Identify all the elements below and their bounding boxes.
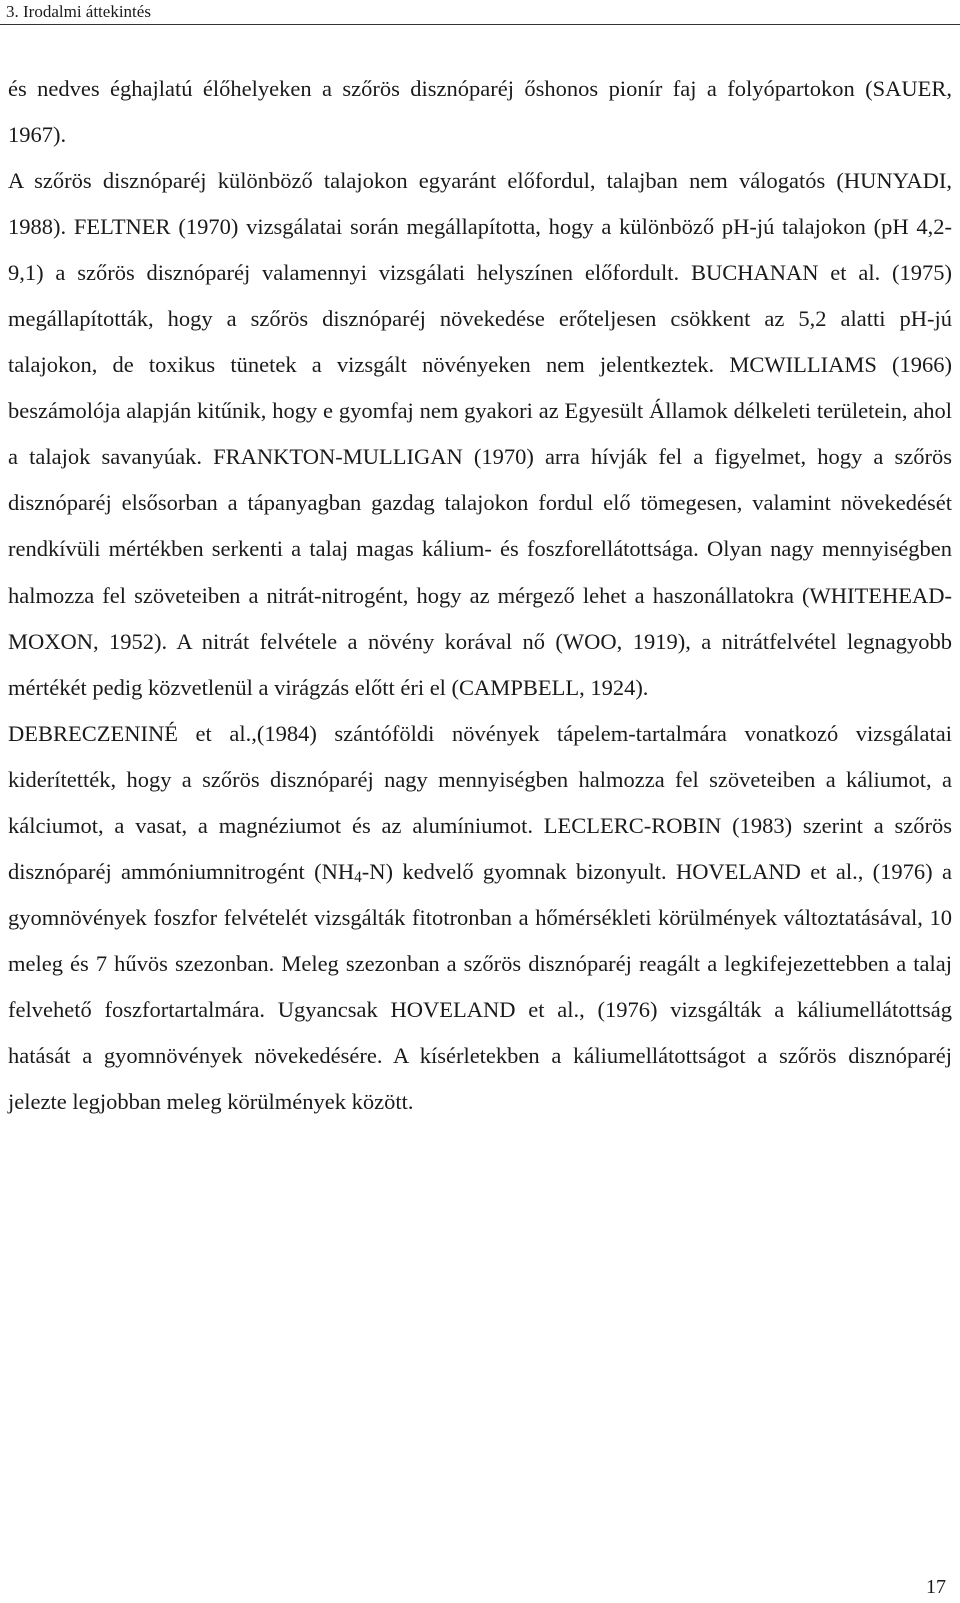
paragraph-3 — [8, 711, 952, 1125]
paragraph-3-part-2: -N) kedvelő gyomnak bizonyult. HOVELAND et al., (1976) a gyomnövények foszfor felvételét vizsgálták fitotronban a hőmérsékleti körülmények változtatásával, 10 meleg és 7 hűvös szezonban. Meleg szezonban a szőrös disznóparéj reagált a legkifejezettebben a talaj felvehető foszfortartalmára. Ugyancsak HOVELAND et al., (1976) vizsgálták a káliumellátottság hatását a gyomnövények növekedésére. A kísérletekben a káliumellátottságot a szőrös disznóparéj jelezte legjobban meleg körülmények között. — [8, 858, 952, 1115]
chapter-header: 3. Irodalmi áttekintés — [6, 2, 151, 21]
header-divider — [0, 24, 960, 25]
paragraph-2: A szőrös disznóparéj különböző talajokon egyaránt előfordul, talajban nem válogatós (HUNYADI, 1988). FELTNER (1970) vizsgálatai során megállapította, hogy a különböző pH-jú talajokon (pH 4,2-9,1) a szőrös disznóparéj valamennyi vizsgálati helyszínen előfordult. BUCHANAN et al. (1975) megállapították, hogy a szőrös disznóparéj növekedése erőteljesen csökkent az 5,2 alatti pH-jú talajokon, de toxikus tünetek a vizsgált növényeken nem jelentkeztek. MCWILLIAMS (1966) beszámolója alapján kitűnik, hogy e gyomfaj nem gyakori az Egyesült Államok délkeleti területein, ahol a talajok savanyúak. FRANKTON-MULLIGAN (1970) arra hívják fel a figyelmet, hogy a szőrös disznóparéj elsősorban a tápanyagban gazdag talajokon fordul elő tömegesen, valamint növekedését rendkívüli mértékben serkenti a talaj magas kálium- és foszforellátottsága. Olyan nagy mennyiségben halmozza fel szöveteiben a nitrát-nitrogént, hogy az mérgező lehet a haszonállatokra (WHITEHEAD-MOXON, 1952). A nitrát felvétele a növény korával nő (WOO, 1919), a nitrátfelvétel legnagyobb mértékét pedig közvetlenül a virágzás előtt éri el (CAMPBELL, 1924). — [8, 168, 952, 700]
paragraph-1: és nedves éghajlatú élőhelyeken a szőrös disznóparéj őshonos pionír faj a folyópartokon (SAUER, 1967). — [8, 76, 952, 148]
body-text — [8, 66, 952, 1125]
page-number: 17 — [926, 1576, 946, 1598]
ammonium-subscript: 4 — [354, 868, 362, 886]
paragraph-3-part-1: DEBRECZENINÉ et al.,(1984) szántóföldi növények tápelem-tartalmára vonatkozó vizsgálatai kiderítették, hogy a szőrös disznóparéj nagy mennyiségben halmozza fel szöveteiben a káliumot, a kálciumot, a vasat, a magnéziumot és az alumíniumot. LECLERC-ROBIN (1983) szerint a szőrös disznóparéj ammóniumnitrogént (NH — [8, 720, 952, 884]
